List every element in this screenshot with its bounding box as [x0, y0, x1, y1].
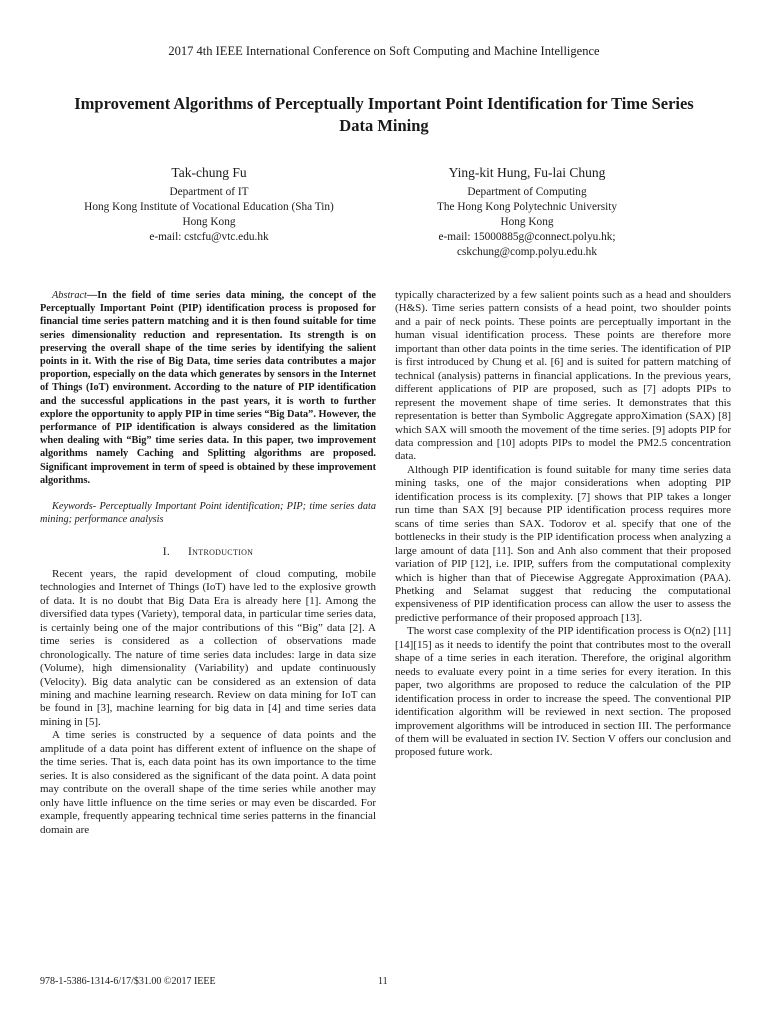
footer-copyright: 978-1-5386-1314-6/17/$31.00 ©2017 IEEE	[40, 976, 216, 987]
author-name: Ying-kit Hung, Fu-lai Chung	[448, 165, 606, 180]
abstract	[40, 289, 376, 487]
author-affiliation: Department of Computing	[467, 186, 587, 198]
body-paragraph: Recent years, the rapid development of cloud computing, mobile technologies and Internet of Things (IoT) have led to the explosive growth of data. It is no doubt that Big Data Era is already here [1]. Among the diversified data types (Variety), temporal data, in particular time series data, is certainly being one of the major contributions of this “Big” data [2]. A time series is considered as a collection of observations made chronologically. The nature of time series data includes: large in data size (Volume), high dimensionality (Variability) and update continuously (Velocity). Big data analytic can be considered as an extension of data mining and machine learning research. Review on data mining for IoT can be found in [3], machine learning for big data in [4] and time series data mining in [5].	[40, 567, 376, 728]
author-affiliation: Hong Kong Institute of Vocational Education (Sha Tin)	[84, 201, 334, 213]
body-paragraph: typically characterized by a few salient points such as a head and shoulders (H&S). Time series pattern consists of a head point, two shoulder points and a pair of neck points. These points are perceptually important in the human visual identification process. These points are therefore more important than other data points in the time series. The identification of PIP is first introduced by Chung et al. [6] and is suited for pattern matching of technical (analysis) patterns in financial applications. In the previous years, different applications of PIP are proposed, such as [7] adopts PIPs to represent the movement shape of time series. It demonstrates that this representation is better than Symbolic Aggregate approXimation (SAX) [8] which SAX will smooth the movement of the time series. [9] adopts PIP for data compression and [10] adopts PIPs to model the PM2.5 concentration data.	[395, 289, 731, 463]
abstract-label: Abstract	[52, 290, 87, 301]
section-number: I.	[162, 546, 171, 559]
author-name: Tak-chung Fu	[171, 165, 247, 180]
section-title: Introduction	[188, 546, 254, 559]
author-block-2	[362, 165, 692, 260]
body-paragraph: A time series is constructed by a sequence of data points and the amplitude of a data point has different extent of influence on the shape of the time series. That is, each data point has its own importance to the time series. It is also considered as the significant of the data point. A data point may contribute on the overall shape of the time series while another may only have little influence on the time series or may even be discarded. For example, frequently appearing technical time series patterns in the financial domain are	[40, 729, 376, 836]
author-email: e-mail: cstcfu@vtc.edu.hk	[149, 231, 269, 243]
keywords: Keywords- Perceptually Important Point identification; PIP; time series data mining; performance analysis	[40, 501, 376, 526]
author-block-1	[44, 165, 374, 245]
author-affiliation: Hong Kong	[182, 216, 236, 228]
page-number: 11	[378, 976, 388, 987]
abstract-text: —In the field of time series data mining, the concept of the Perceptually Important Point (PIP) identification process is proposed for financial time series pattern matching and it is then found suitable for time series dimensionality reduction and representation. Its strength is on preserving the overall shape of the time series by identifying the salient points in it. With the rise of Big Data, time series data contributes a major proportion, especially on the data which generates by sensors in the Internet of Things (IoT) environment. According to the nature of PIP identification and the successful applications in the past years, it is worth to further explore the opportunity to apply PIP in time series “Big Data”. However, the performance of PIP identification is always considered as the limitation when dealing with “Big” time series data. In this paper, two improvement algorithms namely Caching and Splitting algorithms are proposed. Significant improvement in term of speed is obtained by these improvement algorithms.	[40, 290, 376, 486]
author-affiliation: The Hong Kong Polytechnic University	[436, 201, 618, 213]
author-affiliation: Hong Kong	[500, 216, 554, 228]
left-column	[40, 289, 376, 837]
author-email: e-mail: 15000885g@connect.polyu.hk;	[438, 231, 616, 243]
right-column	[395, 289, 731, 760]
paper-title: Improvement Algorithms of Perceptually Important Point Identification for Time Series Data Mining	[74, 94, 694, 135]
conference-header: 2017 4th IEEE International Conference on Soft Computing and Machine Intelligence	[168, 44, 600, 58]
section-heading	[40, 546, 376, 559]
body-paragraph: The worst case complexity of the PIP identification process is O(n2) [11][14][15] as it needs to identify the point that contributes most to the overall shape of a time series in each iteration. Therefore, the original algorithm needs to evaluate every point in a time series for every iteration. In this paper, two algorithms are proposed to reduce the calculation of the PIP identification process in order to increase the speed. The conventional PIP identification algorithm will be reviewed in next section. The proposed improvement algorithms will be introduced in section III. The performance of them will be evaluated in section IV. Section V offers our conclusion and proposed future work.	[395, 625, 731, 759]
author-affiliation: Department of IT	[169, 186, 249, 198]
author-email: cskchung@comp.polyu.edu.hk	[457, 246, 597, 258]
body-paragraph: Although PIP identification is found suitable for many time series data mining tasks, one of the major considerations when adopting PIP identification process is its complexity. [7] shows that PIP takes a longer run time than SAX [9] because PIP identification process requires more scans of time series than SAX. Todorov et al. specify that one of the bottlenecks in their study is the PIP identification process when analyzing a large amount of data [11]. Son and Anh also comment that their proposed variation of PIP [12], i.e. IPIP, suffers from the computational complexity which is higher than that of Piecewise Aggregate Approximation (PAA). Phetking and Selamat suggest that reducing the computational expensiveness of PIP identification process can allow the user to assess the predictive performance of their proposed approach [13].	[395, 463, 731, 624]
